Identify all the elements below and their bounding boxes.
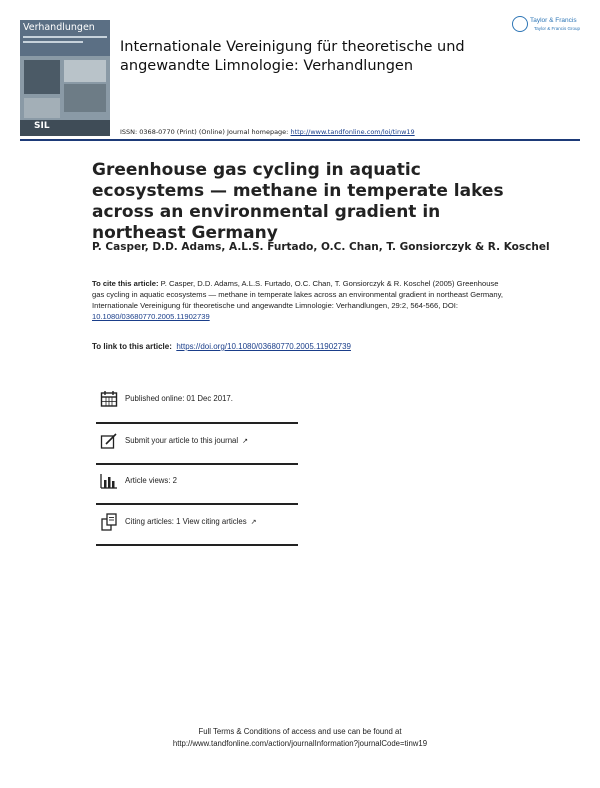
publisher-tagline: Taylor & Francis Group [534,26,581,31]
issn-text: ISSN: 0368-0770 (Print) (Online) Journal homepage: [120,128,291,136]
journal-title[interactable]: Internationale Vereinigung für theoretische und angewandte Limnologie: Verhandlungen [120,39,465,74]
cover-title: Verhandlungen [23,22,95,33]
article-views-text: Article views: 2 [125,476,177,485]
journal-cover-image [20,20,110,136]
publisher-logo[interactable] [512,16,584,34]
cover-photo [24,60,60,94]
article-doi-link[interactable]: https://doi.org/10.1080/03680770.2005.11902739 [176,342,351,351]
info-divider [96,422,298,424]
bar-chart-icon [100,472,118,490]
journal-homepage-link[interactable]: http://www.tandfonline.com/loi/tinw19 [290,128,415,136]
submit-article-link[interactable] [125,436,248,445]
citing-articles-row[interactable] [100,513,300,535]
published-online-row [100,390,300,412]
publisher-logo-icon [512,16,528,32]
terms-footer [0,726,600,750]
citation-text: P. Casper, D.D. Adams, A.L.S. Furtado, O.C. Chan, T. Gonsiorczyk & R. Koschel (2005) Greenhouse gas cycling in aquatic ecosystems — methane in temperate lakes across an environmental gradient in northeast Germany, Internationale Vereinigung für theoretische und angewandte Limnologie: Verhandlungen, 29:2, 564-566, DOI: [92,279,503,310]
citation-block [92,278,512,322]
cover-subtitle-line [23,41,83,43]
citation-label: To cite this article: [92,279,159,288]
submit-article-row[interactable] [100,432,300,454]
header-divider [20,139,580,141]
citing-articles-icon [100,513,118,531]
external-link-icon: ↗ [250,519,257,526]
info-divider [96,463,298,465]
article-title: Greenhouse gas cycling in aquatic ecosystems — methane in temperate lakes across an environmental gradient in northeast Germany [92,160,504,243]
cover-photo [64,60,106,82]
terms-link[interactable]: http://www.tandfonline.com/action/journalInformation?journalCode=tinw19 [172,739,428,748]
cover-subtitle-line [23,36,107,38]
publisher-name: Taylor & Francis [530,17,577,24]
info-divider [96,544,298,546]
sil-logo: SIL [34,121,50,131]
external-link-icon: ↗ [242,438,248,445]
article-link-line [92,342,351,351]
terms-line: Full Terms & Conditions of access and use can be found at [198,727,402,736]
edit-icon [100,432,118,450]
cover-photo [24,98,60,118]
citing-articles-text: Citing articles: 1 View citing articles [125,517,247,526]
article-views-row [100,472,300,494]
published-online-text: Published online: 01 Dec 2017. [125,394,233,403]
article-authors: P. Casper, D.D. Adams, A.L.S. Furtado, O.C. Chan, T. Gonsiorczyk & R. Koschel [92,241,550,253]
citing-articles-link[interactable] [125,517,257,526]
citation-doi-link[interactable]: 10.1080/03680770.2005.11902739 [92,312,210,321]
submit-article-text: Submit your article to this journal [125,436,239,445]
cover-photo [64,84,106,112]
info-divider [96,503,298,505]
link-label: To link to this article: [92,342,172,351]
calendar-icon [100,390,118,408]
issn-line [120,128,415,136]
